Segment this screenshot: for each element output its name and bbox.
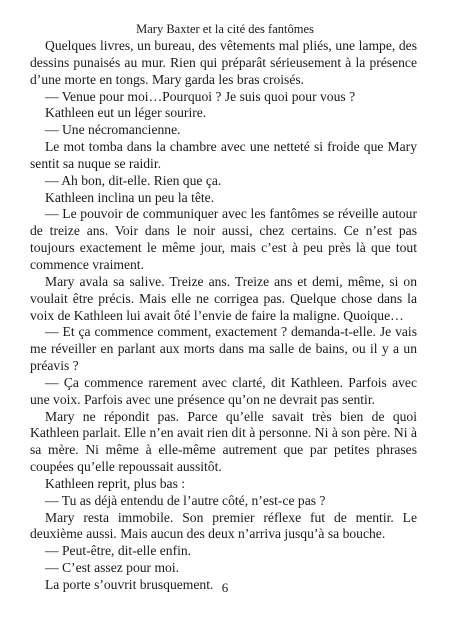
paragraph: Quelques livres, un bureau, des vêtements mal pliés, une lampe, des dessins punaisés au mur. Rien qui préparât sérieusement à la présence d’une morte en tongs. Mary garda les bras croisés.: [30, 38, 417, 87]
paragraph: Mary ne répondit pas. Parce qu’elle savait très bien de quoi Kathleen parlait. Elle n’en avait rien dit à personne. Ni à son père. Ni à sa mère. Ni même à elle-même autrement que par petites phrases coupées qu’elle repoussait aussitôt.: [30, 408, 417, 475]
paragraph: — C’est assez pour moi.: [45, 560, 180, 576]
paragraph: — Venue pour moi…Pourquoi ? Je suis quoi pour vous ?: [45, 88, 356, 104]
running-header: Mary Baxter et la cité des fantômes: [136, 22, 314, 36]
paragraph: — Ça commence rarement avec clarté, dit Kathleen. Parfois avec une voix. Parfois avec une présence qu’on ne devrait pas sentir.: [30, 374, 417, 407]
paragraph: — Tu as déjà entendu de l’autre côté, n’est-ce pas ?: [45, 492, 326, 508]
paragraph: Kathleen inclina un peu la tête.: [45, 189, 215, 205]
body-text: [30, 38, 417, 594]
paragraph: Mary avala sa salive. Treize ans. Treize ans et demi, même, si on voulait être précis. Mais elle ne corrigea pas. Quelque chose dans la voix de Kathleen lui avait ôté l’envie de faire la maligne. Quoique…: [30, 273, 417, 323]
paragraph: Le mot tomba dans la chambre avec une netteté si froide que Mary sentit sa nuque se raidir.: [30, 139, 417, 171]
paragraph: Kathleen reprit, plus bas :: [45, 475, 186, 491]
paragraph: Kathleen eut un léger sourire.: [45, 105, 207, 121]
paragraph: — Une nécromancienne.: [45, 122, 181, 138]
page-number: 6: [221, 580, 229, 595]
paragraph: La porte s’ouvrit brusquement.: [45, 577, 214, 592]
paragraph: — Ah bon, dit-elle. Rien que ça.: [45, 172, 222, 188]
paragraph: — Et ça commence comment, exactement ? demanda-t-elle. Je vais me réveiller en parlant aux morts dans ma salle de bains, ou il y a un préavis ?: [30, 324, 417, 374]
paragraph: — Le pouvoir de communiquer avec les fantômes se réveille autour de treize ans. Voir dans le noir aussi, chez certains. Ce n’est pas toujours exactement le même jour, mais c’est à peu près là que tout commence vraiment.: [30, 206, 417, 272]
paragraph: Mary resta immobile. Son premier réflexe fut de mentir. Le deuxième aussi. Mais aucun des deux n’arriva jusqu’à sa bouche.: [30, 509, 417, 542]
paragraph: — Peut-être, dit-elle enfin.: [45, 543, 192, 559]
